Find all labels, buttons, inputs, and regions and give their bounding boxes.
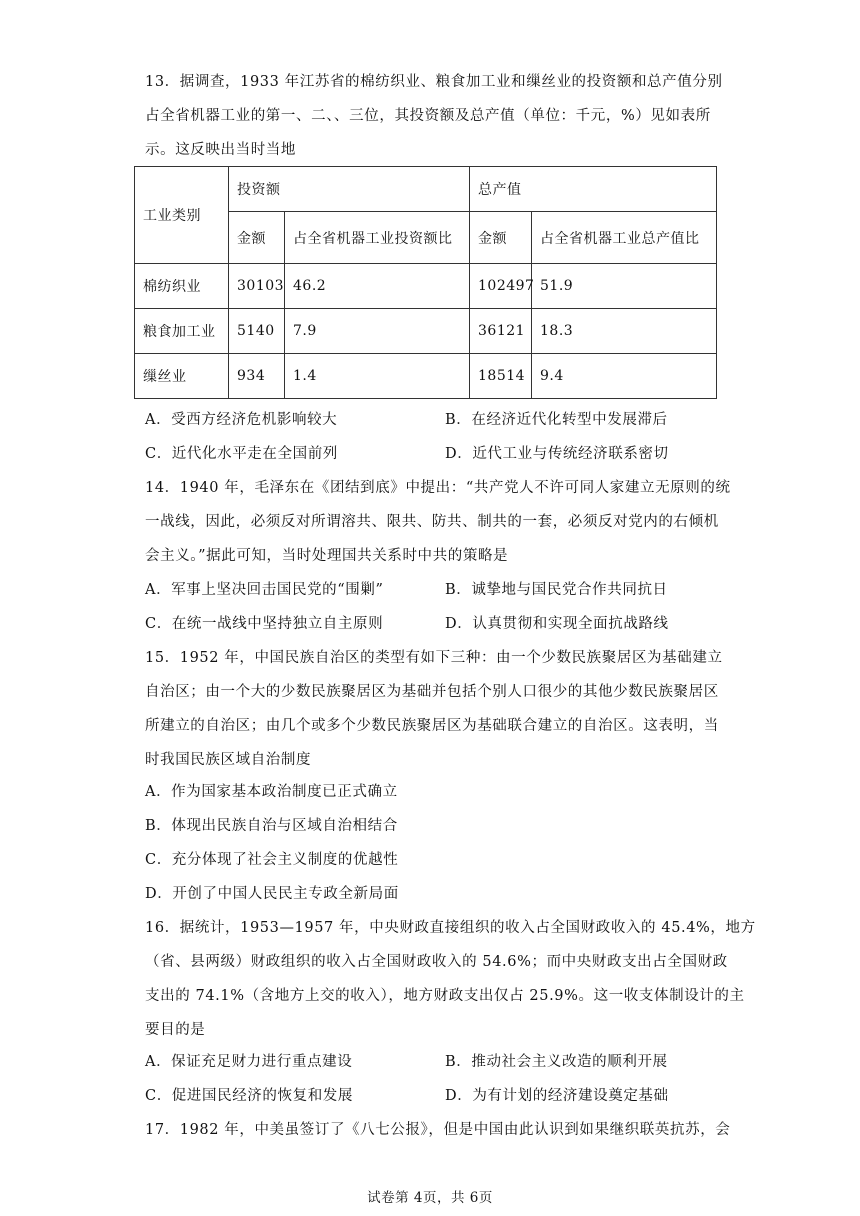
q14-option-a: A．军事上坚决回击国民党的“围剿” [145, 582, 384, 598]
row-name: 缫丝业 [135, 354, 229, 399]
page-footer: 试卷第 4页，共 6页 [367, 1190, 493, 1206]
q14-option-c: C．在统一战线中坚持独立自主原则 [145, 616, 384, 632]
out-ratio-header: 占全省机器工业总产值比 [532, 212, 717, 264]
q13-stem-line-3: 示。这反映出当时当地 [145, 142, 296, 158]
investment-header: 投资额 [229, 167, 470, 212]
table-header-row [135, 167, 717, 212]
q14-stem-line-2: 一战线，因此，必须反对所谓溶共、限共、防共、制共的一套，必须反对党内的右倾机 [145, 514, 719, 530]
q15-stem-line-2: 自治区；由一个大的少数民族聚居区为基础并包括个别人口很少的其他少数民族聚居区 [145, 684, 719, 700]
row-inv: 5140 [229, 309, 285, 354]
row-out: 36121 [470, 309, 532, 354]
q16-stem-line-3: 支出的 74.1%（含地方上交的收入），地方财政支出仅占 25.9%。这一收支体制设计的主 [145, 988, 745, 1004]
inv-amount-header: 金额 [229, 212, 285, 264]
q17-stem-line-1: 17．1982 年，中美虽签订了《八七公报》，但是中国由此认识到如果继织联英抗苏，会 [145, 1122, 731, 1138]
row-out: 102497 [470, 264, 532, 309]
row-name: 棉纺织业 [135, 264, 229, 309]
q14-stem-line-3: 会主义。”据此可知，当时处理国共关系时中共的策略是 [145, 548, 509, 564]
q13-data-table [134, 166, 717, 399]
q15-stem-line-3: 所建立的自治区；由几个或多个少数民族聚居区为基础联合建立的自治区。这表明，当 [145, 718, 719, 734]
q15-option-a: A．作为国家基本政治制度已正式确立 [145, 784, 398, 800]
q13-stem-line-2: 占全省机器工业的第一、二、、三位，其投资额及总产值（单位：千元，%）见如表所 [145, 108, 711, 124]
table-row [135, 264, 717, 309]
q16-option-d: D．为有计划的经济建设奠定基础 [445, 1088, 669, 1104]
row-out-pct: 18.3 [532, 309, 717, 354]
row-inv: 934 [229, 354, 285, 399]
row-out: 18514 [470, 354, 532, 399]
q16-stem-line-2: （省、县两级）财政组织的收入占全国财政收入的 54.6%；而中央财政支出占全国财政 [145, 954, 728, 970]
q16-option-a: A．保证充足财力进行重点建设 [145, 1054, 353, 1070]
q15-option-d: D．开创了中国人民民主专政全新局面 [145, 886, 399, 902]
row-inv-pct: 46.2 [285, 264, 470, 309]
q13-option-c: C．近代化水平走在全国前列 [145, 446, 338, 462]
category-header: 工业类别 [135, 167, 229, 264]
q13-option-d: D．近代工业与传统经济联系密切 [445, 446, 669, 462]
row-inv-pct: 1.4 [285, 354, 470, 399]
q14-option-d: D．认真贯彻和实现全面抗战路线 [445, 616, 669, 632]
q15-stem-line-1: 15．1952 年，中国民族自治区的类型有如下三种：由一个少数民族聚居区为基础建立 [145, 650, 723, 666]
q13-stem-line-1: 13．据调查，1933 年江苏省的棉纺织业、粮食加工业和缫丝业的投资额和总产值分别 [145, 74, 723, 90]
row-out-pct: 9.4 [532, 354, 717, 399]
q15-option-c: C．充分体现了社会主义制度的优越性 [145, 852, 399, 868]
q16-option-c: C．促进国民经济的恢复和发展 [145, 1088, 353, 1104]
inv-ratio-header: 占全省机器工业投资额比 [285, 212, 470, 264]
q15-option-b: B．体现出民族自治与区域自治相结合 [145, 818, 398, 834]
table-row [135, 309, 717, 354]
q15-stem-line-4: 时我国民族区域自治制度 [145, 752, 312, 768]
table-row [135, 354, 717, 399]
row-name: 粮食加工业 [135, 309, 229, 354]
q13-option-a: A．受西方经济危机影响较大 [145, 412, 338, 428]
q16-stem-line-4: 要目的是 [145, 1022, 206, 1038]
row-inv: 30103 [229, 264, 285, 309]
row-out-pct: 51.9 [532, 264, 717, 309]
q16-option-b: B．推动社会主义改造的顺利开展 [445, 1054, 668, 1070]
q16-stem-line-1: 16．据统计，1953—1957 年，中央财政直接组织的收入占全国财政收入的 45.4%，地方 [145, 920, 756, 936]
q13-option-b: B．在经济近代化转型中发展滞后 [445, 412, 668, 428]
output-header: 总产值 [470, 167, 717, 212]
row-inv-pct: 7.9 [285, 309, 470, 354]
q14-stem-line-1: 14．1940 年，毛泽东在《团结到底》中提出：“共产党人不许可同人家建立无原则的统 [145, 480, 731, 496]
q14-option-b: B．诚挚地与国民党合作共同抗日 [445, 582, 668, 598]
out-amount-header: 金额 [470, 212, 532, 264]
